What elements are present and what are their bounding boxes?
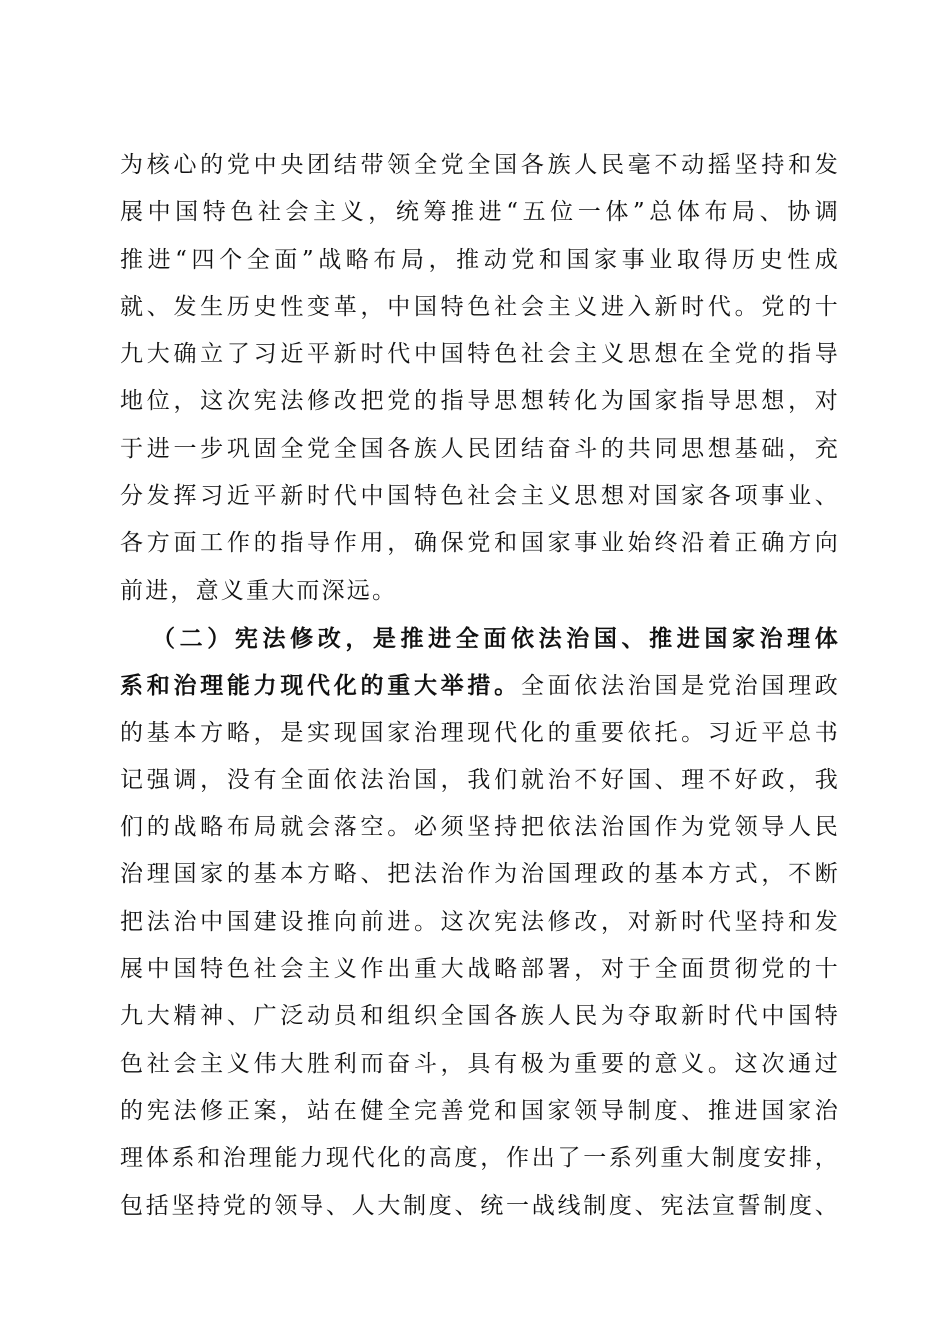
- section-heading-end: 系和治理能力现代化的重大举措。: [120, 672, 521, 700]
- text-line: 推进“四个全面”战略布局，推动党和国家事业取得历史性成: [120, 246, 840, 273]
- text-line: 地位，这次宪法修改把党的指导思想转化为国家指导思想，对: [120, 388, 840, 415]
- text-line: 九大确立了习近平新时代中国特色社会主义思想在全党的指导: [120, 341, 840, 368]
- text-line: 的宪法修正案，站在健全完善党和国家领导制度、推进国家治: [120, 1097, 840, 1124]
- text-line: 展中国特色社会主义作出重大战略部署，对于全面贯彻党的十: [120, 956, 840, 983]
- text-line: 的基本方略，是实现国家治理现代化的重要依托。习近平总书: [120, 719, 840, 746]
- section-heading-line: （二）宪法修改，是推进全面依法治国、推进国家治理体: [152, 624, 840, 652]
- paragraph-2: [120, 615, 840, 1230]
- text-line: 包括坚持党的领导、人大制度、统一战线制度、宪法宣誓制度、: [120, 1192, 840, 1219]
- text-line: 记强调，没有全面依法治国，我们就治不好国、理不好政，我: [120, 766, 840, 793]
- text-line: 就、发生历史性变革，中国特色社会主义进入新时代。党的十: [120, 293, 840, 320]
- text-line: 前进，意义重大而深远。: [120, 577, 398, 604]
- text-line: 各方面工作的指导作用，确保党和国家事业始终沿着正确方向: [120, 530, 840, 557]
- text-line: 把法治中国建设推向前进。这次宪法修改，对新时代坚持和发: [120, 908, 840, 935]
- paragraph-1: [120, 142, 840, 615]
- text-line: 分发挥习近平新时代中国特色社会主义思想对国家各项事业、: [120, 483, 840, 510]
- text-line: 九大精神、广泛动员和组织全国各族人民为夺取新时代中国特: [120, 1003, 840, 1030]
- text-line: 于进一步巩固全党全国各族人民团结奋斗的共同思想基础，充: [120, 435, 840, 462]
- text-run: 全面依法治国是党治国理政: [520, 673, 840, 700]
- text-line: 为核心的党中央团结带领全党全国各族人民毫不动摇坚持和发: [120, 152, 840, 178]
- text-line: 理体系和治理能力现代化的高度，作出了一系列重大制度安排，: [120, 1145, 840, 1172]
- text-line: 们的战略布局就会落空。必须坚持把依法治国作为党领导人民: [120, 814, 840, 841]
- text-line: 治理国家的基本方略、把法治作为治国理政的基本方式，不断: [120, 861, 840, 888]
- body-text: [120, 142, 840, 1230]
- text-line: 展中国特色社会主义，统筹推进“五位一体”总体布局、协调: [120, 199, 840, 226]
- text-line: 色社会主义伟大胜利而奋斗，具有极为重要的意义。这次通过: [120, 1050, 840, 1077]
- text-line: [120, 662, 840, 709]
